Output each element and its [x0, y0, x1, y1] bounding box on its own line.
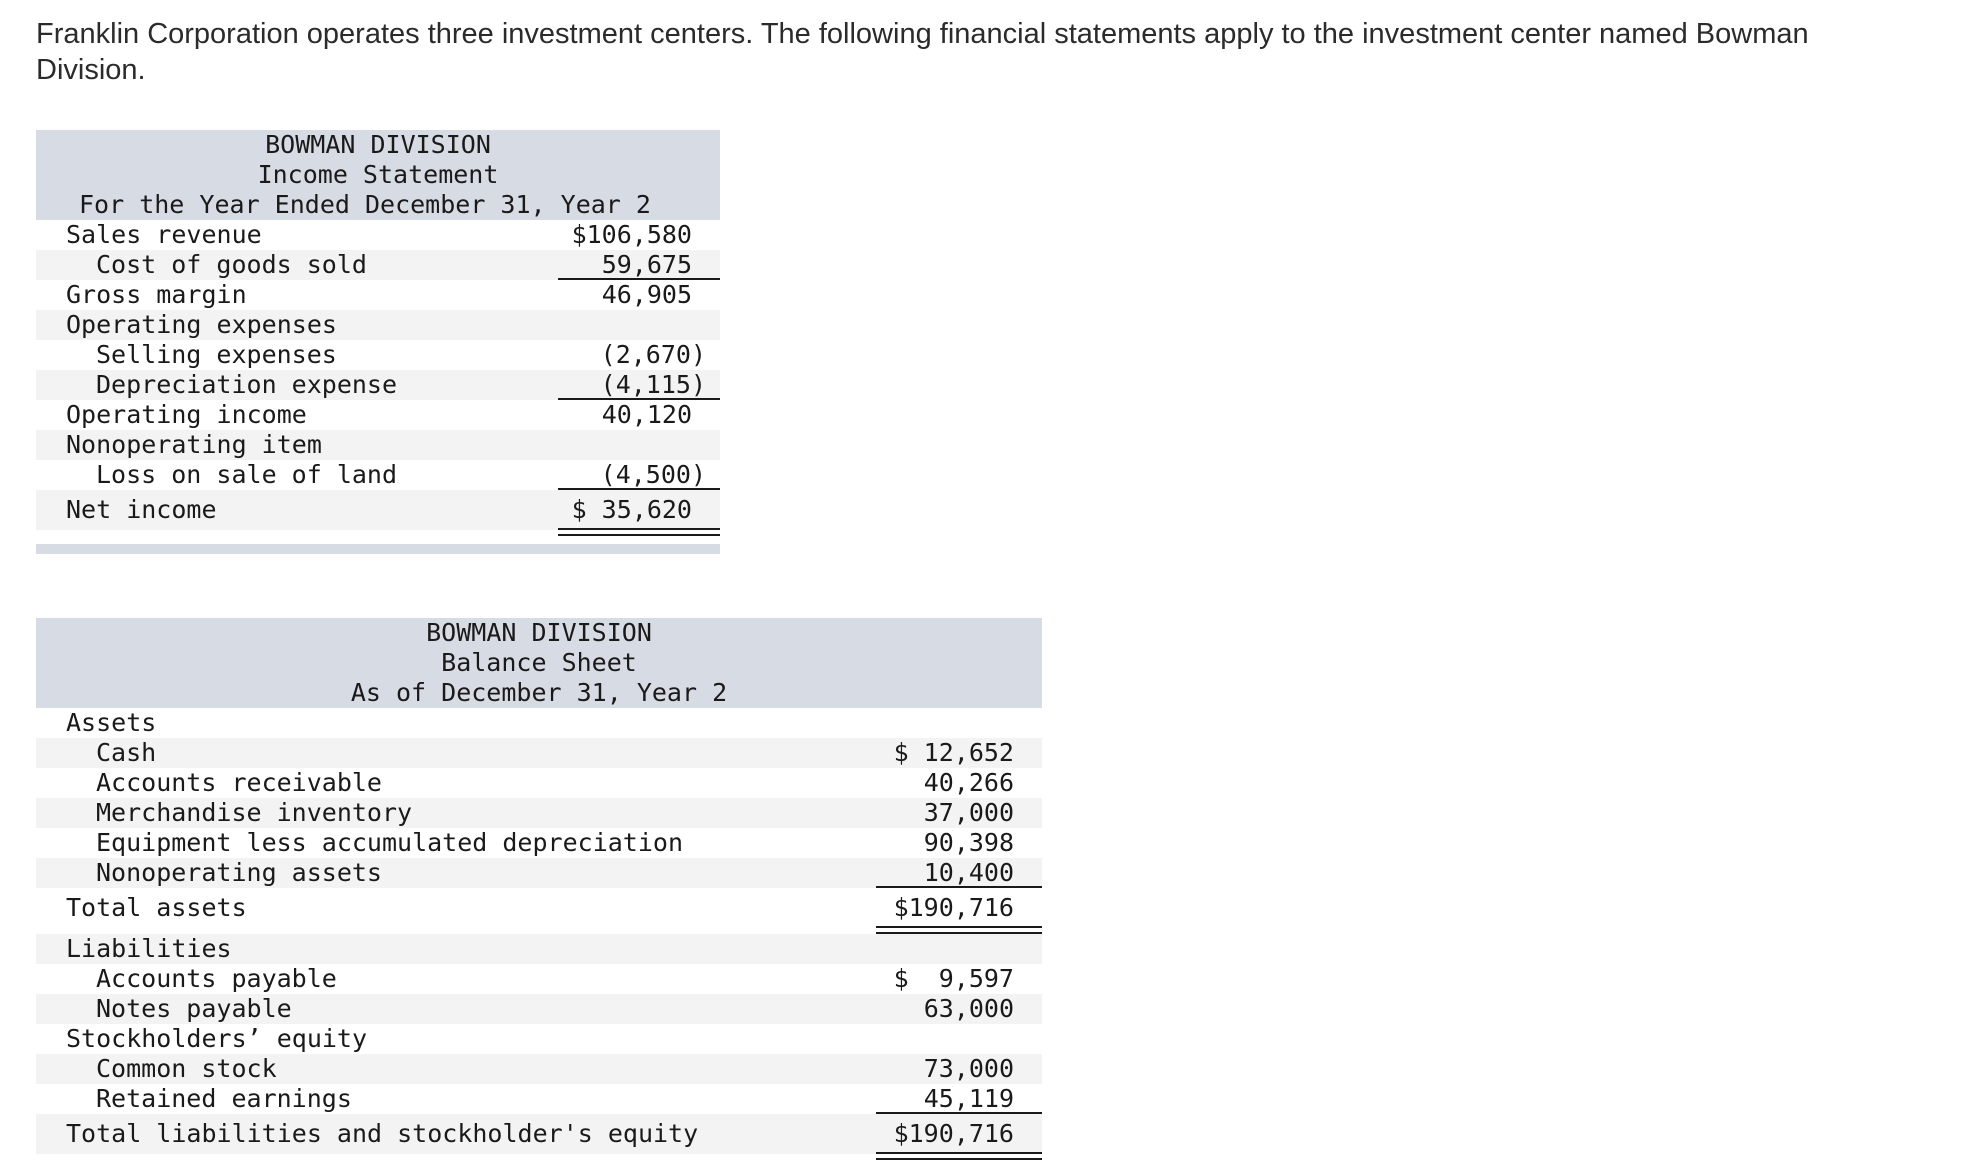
row-value: 37,000 — [923, 798, 1014, 827]
income-statement-header — [36, 130, 720, 220]
income-statement — [36, 130, 720, 554]
balance-row-nonoperating-assets — [36, 858, 1042, 888]
row-label: Operating income — [66, 400, 307, 429]
row-label: Merchandise inventory — [96, 798, 413, 827]
income-row-cogs — [36, 250, 720, 280]
row-value: 40,266 — [923, 768, 1014, 797]
balance-sheet — [36, 618, 1042, 1154]
row-value: 63,000 — [923, 994, 1014, 1023]
row-label: Nonoperating assets — [96, 858, 382, 887]
balance-row-total-liabilities-equity — [36, 1114, 1042, 1154]
row-label: Notes payable — [96, 994, 292, 1023]
row-label: Net income — [66, 495, 217, 524]
income-row-sales-revenue — [36, 220, 720, 250]
row-label: Cash — [96, 738, 157, 767]
row-label: Assets — [66, 708, 157, 737]
double-underline — [876, 926, 1042, 934]
income-statement-title: Income Statement — [257, 160, 499, 189]
row-label: Depreciation expense — [96, 370, 398, 399]
income-row-loss-on-land — [36, 460, 720, 490]
balance-row-notes-payable — [36, 994, 1042, 1024]
row-value: 73,000 — [923, 1054, 1014, 1083]
intro-text: Franklin Corporation operates three investment centers. The following financial statements apply to the investment center named Bowman Division. — [36, 18, 1809, 86]
row-value: 45,119 — [923, 1084, 1014, 1113]
income-statement-period: For the Year Ended December 31, Year 2 — [79, 190, 651, 219]
balance-row-accounts-payable — [36, 964, 1042, 994]
balance-row-equipment — [36, 828, 1042, 858]
income-footer-bar — [36, 544, 720, 554]
row-value: $190,716 — [893, 1119, 1014, 1148]
balance-row-liabilities — [36, 934, 1042, 964]
row-label: Common stock — [96, 1054, 277, 1083]
row-value: 10,400 — [923, 858, 1014, 887]
row-label: Nonoperating item — [66, 430, 322, 459]
row-label: Retained earnings — [96, 1084, 352, 1113]
row-value: $190,716 — [893, 893, 1014, 922]
row-label: Total liabilities and stockholder's equity — [66, 1119, 699, 1148]
balance-sheet-date: As of December 31, Year 2 — [350, 678, 728, 707]
balance-sheet-title: Balance Sheet — [441, 648, 637, 677]
row-value: $ 35,620 — [571, 495, 692, 524]
balance-row-retained-earnings — [36, 1084, 1042, 1114]
income-row-depreciation — [36, 370, 720, 400]
row-value: 46,905 — [601, 280, 692, 309]
balance-row-common-stock — [36, 1054, 1042, 1084]
row-value: 40,120 — [601, 400, 692, 429]
row-label: Loss on sale of land — [96, 460, 398, 489]
income-row-gross-margin — [36, 280, 720, 310]
row-label: Stockholders’ equity — [66, 1024, 368, 1053]
row-value: $ 9,597 — [893, 964, 1014, 993]
row-value: 59,675 — [601, 250, 692, 279]
row-value: $ 12,652 — [893, 738, 1014, 767]
row-label: Accounts receivable — [96, 768, 382, 797]
row-label: Operating expenses — [66, 310, 337, 339]
row-value: (4,500) — [600, 460, 706, 489]
balance-row-stockholders-equity — [36, 1024, 1042, 1054]
double-underline — [558, 528, 720, 536]
row-value: (4,115) — [600, 370, 706, 399]
balance-sheet-header — [36, 618, 1042, 708]
income-row-net-income — [36, 490, 720, 530]
balance-row-assets — [36, 708, 1042, 738]
balance-division-name: BOWMAN DIVISION — [426, 618, 652, 647]
row-label: Gross margin — [66, 280, 247, 309]
row-label: Accounts payable — [96, 964, 337, 993]
balance-row-cash — [36, 738, 1042, 768]
row-label: Sales revenue — [66, 220, 262, 249]
income-row-selling-expenses — [36, 340, 720, 370]
balance-row-accounts-receivable — [36, 768, 1042, 798]
income-row-operating-expenses — [36, 310, 720, 340]
balance-row-merchandise-inventory — [36, 798, 1042, 828]
row-label: Total assets — [66, 893, 247, 922]
row-label: Cost of goods sold — [96, 250, 367, 279]
income-division-name: BOWMAN DIVISION — [265, 130, 491, 159]
row-label: Liabilities — [66, 934, 232, 963]
income-row-nonoperating-item — [36, 430, 720, 460]
double-underline — [876, 1152, 1042, 1160]
row-label: Selling expenses — [96, 340, 337, 369]
row-value: $106,580 — [571, 220, 692, 249]
row-value: (2,670) — [600, 340, 706, 369]
row-value: 90,398 — [923, 828, 1014, 857]
row-label: Equipment less accumulated depreciation — [96, 828, 683, 857]
balance-row-total-assets — [36, 888, 1042, 928]
income-row-operating-income — [36, 400, 720, 430]
